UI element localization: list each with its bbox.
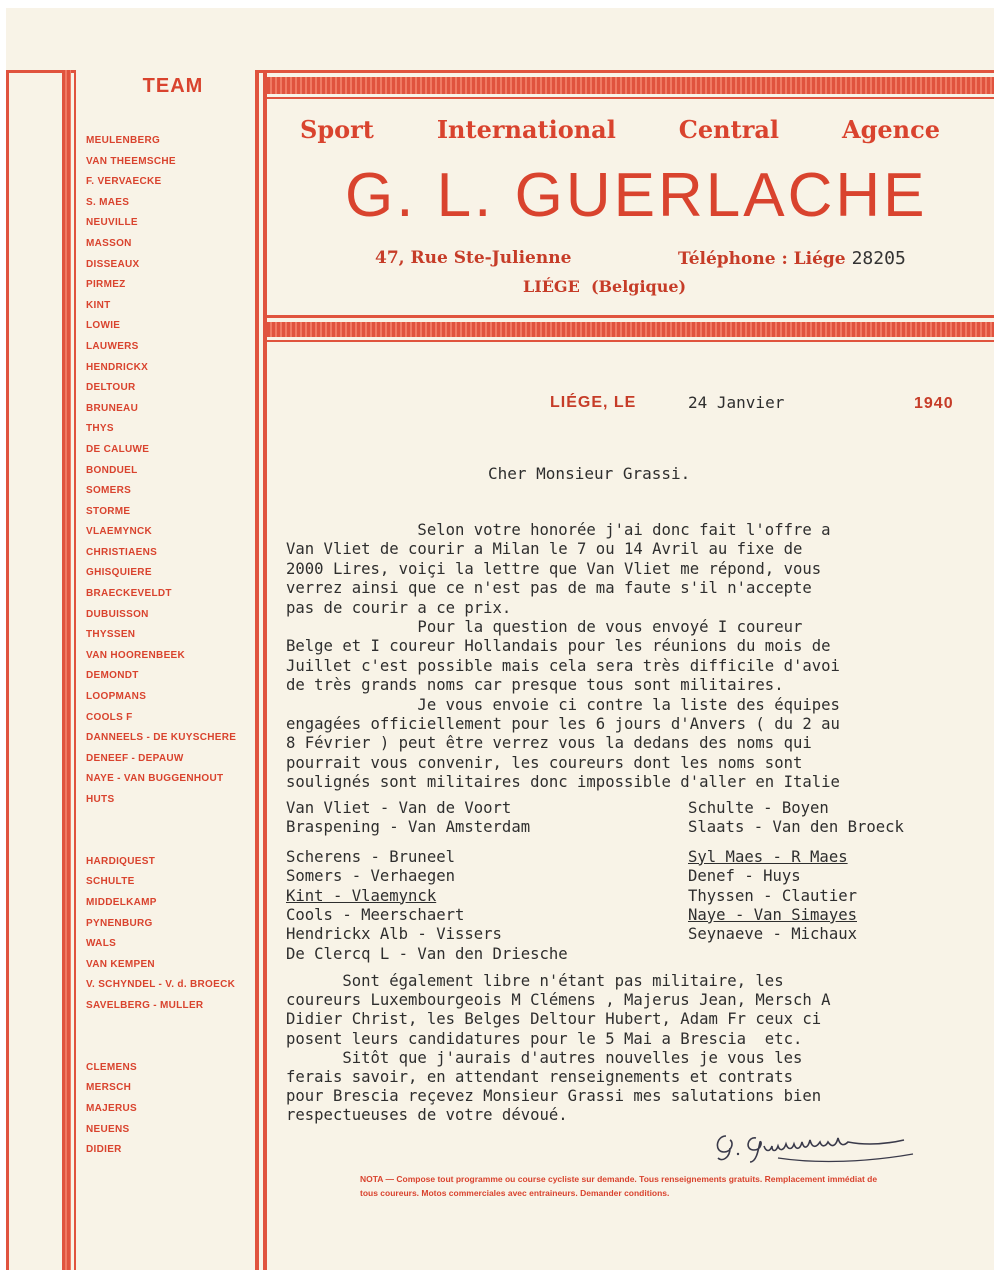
team-rider: NAYE - VAN BUGGENHOUT bbox=[86, 773, 224, 785]
letter-line: pas de courir a ce prix. bbox=[286, 598, 512, 617]
team-rider: F. VERVAECKE bbox=[86, 176, 162, 188]
team-rider: DELTOUR bbox=[86, 382, 136, 394]
sidebar-title: TEAM bbox=[142, 75, 204, 97]
pair-row bbox=[286, 906, 976, 925]
agency-word-central: Central bbox=[678, 115, 779, 144]
rider-pairs bbox=[286, 799, 976, 964]
closing-line: coureurs Luxembourgeois M Clémens , Majerus Jean, Mersch A bbox=[286, 991, 831, 1010]
salutation: Cher Monsieur Grassi. bbox=[488, 464, 691, 483]
team-rider: DE CALUWE bbox=[86, 443, 150, 455]
header-bottom-band bbox=[267, 322, 994, 337]
team-rider: PIRMEZ bbox=[86, 279, 126, 291]
team-rider: CHRISTIAENS bbox=[86, 546, 158, 558]
team-rider: DENEEF - DEPAUW bbox=[86, 752, 184, 764]
team-rider: MASSON bbox=[86, 237, 132, 249]
team-rider: SAVELBERG - MULLER bbox=[86, 999, 204, 1011]
header-bottom-rule-2 bbox=[267, 340, 994, 342]
letter-line: de très grands noms car presque tous sont militaires. bbox=[286, 676, 784, 695]
header-top-band bbox=[267, 77, 994, 94]
telephone bbox=[678, 248, 906, 269]
pair-right: Slaats - Van den Broeck bbox=[688, 818, 904, 837]
team-rider: STORME bbox=[86, 505, 131, 517]
pair-row bbox=[286, 848, 976, 867]
team-rider: LOOPMANS bbox=[86, 691, 147, 703]
agency-word-sport: Sport bbox=[300, 115, 374, 144]
pair-right: Naye - Van Simayes bbox=[688, 905, 857, 924]
team-rider: PYNENBURG bbox=[86, 917, 153, 929]
team-rider: MERSCH bbox=[86, 1082, 132, 1094]
team-rider: VAN HOORENBEEK bbox=[86, 649, 186, 661]
team-rider: SCHULTE bbox=[86, 876, 135, 888]
team-rider: HARDIQUEST bbox=[86, 855, 156, 867]
letter-line: Selon votre honorée j'ai donc fait l'offre a bbox=[286, 521, 831, 539]
team-rider: BONDUEL bbox=[86, 464, 138, 476]
date-year: 1940 bbox=[914, 395, 954, 412]
team-rider: MEULENBERG bbox=[86, 135, 161, 146]
pair-left: Scherens - Bruneel bbox=[286, 847, 455, 866]
city-line bbox=[523, 277, 686, 296]
closing-line: pour Brescia reçevez Monsieur Grassi mes salutations bien bbox=[286, 1087, 822, 1106]
main-vertical-rule-2 bbox=[263, 70, 267, 1270]
closing-line: ferais savoir, en attendant renseignements et contrats bbox=[286, 1068, 793, 1087]
company-name: G. L. GUERLACHE bbox=[345, 161, 928, 230]
team-rider: NEUVILLE bbox=[86, 217, 138, 229]
team-rider: DUBUISSON bbox=[86, 608, 149, 620]
footer-note bbox=[360, 1172, 880, 1200]
team-rider bbox=[86, 831, 236, 852]
pair-left: Cools - Meerschaert bbox=[286, 905, 465, 924]
telephone-label: Téléphone : Liége bbox=[678, 249, 846, 269]
letter-line: Je vous envoie ci contre la liste des équipes bbox=[286, 695, 840, 714]
pair-row bbox=[286, 945, 976, 964]
team-rider: HENDRICKX bbox=[86, 361, 149, 373]
team-rider: CLEMENS bbox=[86, 1061, 137, 1073]
agency-words bbox=[300, 115, 940, 144]
pair-left: Van Vliet - Van de Voort bbox=[286, 799, 512, 817]
left-vertical-rule-outer bbox=[6, 70, 9, 1270]
pair-row bbox=[286, 925, 976, 944]
pair-right: Thyssen - Clautier bbox=[688, 886, 857, 905]
pair-left: Braspening - Van Amsterdam bbox=[286, 818, 531, 837]
team-rider: S. MAES bbox=[86, 196, 130, 208]
team-rider bbox=[86, 811, 236, 832]
pair-row bbox=[286, 887, 976, 906]
letter-body bbox=[286, 521, 986, 793]
letter-line: 2000 Lires, voiçi la lettre que Van Vliet me répond, vous bbox=[286, 559, 822, 578]
city: LIÉGE bbox=[523, 277, 580, 296]
team-rider: KINT bbox=[86, 299, 111, 311]
telephone-number: 28205 bbox=[851, 248, 906, 269]
team-rider: DEMONDT bbox=[86, 670, 139, 682]
team-rider: DISSEAUX bbox=[86, 258, 140, 270]
header-top-rule-2 bbox=[267, 97, 994, 99]
agency-word-agence: Agence bbox=[841, 115, 940, 144]
team-rider: VAN THEEMSCHE bbox=[86, 155, 176, 167]
letter-line: pourrait vous convenir, les coureurs dont les noms sont bbox=[286, 753, 803, 772]
pair-left: Kint - Vlaemynck bbox=[286, 886, 437, 905]
closing-line: Didier Christ, les Belges Deltour Hubert, Adam Fr ceux ci bbox=[286, 1010, 822, 1029]
letter-line: soulignés sont militaires donc impossible d'aller en Italie bbox=[286, 773, 840, 792]
team-rider: COOLS F bbox=[86, 711, 133, 723]
letter-line: Juillet c'est possible mais cela sera très difficile d'avoi bbox=[286, 656, 840, 675]
country: (Belgique) bbox=[590, 277, 687, 296]
team-rider: GHISQUIERE bbox=[86, 567, 152, 579]
date-value: 24 Janvier bbox=[688, 393, 785, 412]
letter-line: Pour la question de vous envoyé I coureur bbox=[286, 618, 803, 637]
team-rider: VAN KEMPEN bbox=[86, 958, 155, 970]
letter-line: verrez ainsi que ce n'est pas de ma faute s'il n'accepte bbox=[286, 579, 812, 598]
pair-left: De Clercq L - Van den Driesche bbox=[286, 944, 568, 963]
nota-label: NOTA bbox=[360, 1174, 384, 1184]
team-rider: LAUWERS bbox=[86, 340, 139, 352]
date-prefix: LIÉGE, LE bbox=[550, 394, 637, 411]
pair-right: Denef - Huys bbox=[688, 867, 801, 886]
closing-line: respectueuses de votre dévoué. bbox=[286, 1106, 568, 1125]
pair-right: Syl Maes - R Maes bbox=[688, 847, 848, 866]
letter-line: Belge et I coureur Hollandais pour les réunions du mois de bbox=[286, 637, 831, 656]
closing-line: Sitôt que j'aurais d'autres nouvelles je vous les bbox=[286, 1048, 803, 1067]
team-rider: THYS bbox=[86, 423, 114, 435]
team-rider: SOMERS bbox=[86, 485, 132, 497]
handwritten-signature bbox=[708, 1118, 918, 1168]
closing-line: posent leurs candidatures pour le 5 Mai a Brescia etc. bbox=[286, 1029, 803, 1048]
letter-line: Van Vliet de courir a Milan le 7 ou 14 Avril au fixe de bbox=[286, 540, 803, 559]
team-rider bbox=[86, 1037, 236, 1058]
address: 47, Rue Ste-Julienne bbox=[375, 248, 572, 268]
pair-right: Schulte - Boyen bbox=[688, 799, 829, 817]
left-vertical-hatch bbox=[62, 70, 71, 1270]
left-vertical-rule bbox=[74, 70, 76, 1270]
header-bottom-rule bbox=[267, 315, 994, 318]
team-rider: MAJERUS bbox=[86, 1102, 137, 1114]
closing-line: Sont également libre n'étant pas militaire, les bbox=[286, 972, 784, 990]
team-rider: DIDIER bbox=[86, 1144, 122, 1156]
team-rider: THYSSEN bbox=[86, 629, 136, 641]
team-rider: BRAECKEVELDT bbox=[86, 588, 172, 600]
team-rider: VLAEMYNCK bbox=[86, 526, 153, 538]
letter-line: 8 Février ) peut être verrez vous la dedans des noms qui bbox=[286, 734, 812, 753]
team-rider: WALS bbox=[86, 938, 117, 950]
pair-row bbox=[286, 818, 976, 837]
main-vertical-rule-1 bbox=[255, 70, 259, 1270]
team-rider: NEUENS bbox=[86, 1123, 130, 1135]
team-rider-list bbox=[86, 131, 236, 1161]
letter-line: engagées officiellement pour les 6 jours d'Anvers ( du 2 au bbox=[286, 715, 840, 734]
letter-closing bbox=[286, 972, 986, 1126]
team-rider: BRUNEAU bbox=[86, 402, 139, 414]
agency-word-international: International bbox=[436, 115, 616, 144]
team-rider: MIDDELKAMP bbox=[86, 896, 157, 908]
pair-left: Somers - Verhaegen bbox=[286, 867, 455, 886]
team-rider: HUTS bbox=[86, 794, 115, 805]
pair-row bbox=[286, 867, 976, 886]
pair-left: Hendrickx Alb - Vissers bbox=[286, 925, 502, 944]
header-top-rule bbox=[259, 70, 994, 73]
team-rider: LOWIE bbox=[86, 320, 121, 332]
team-rider: V. SCHYNDEL - V. d. BROECK bbox=[86, 979, 236, 991]
pair-row bbox=[286, 799, 976, 818]
team-rider: DANNEELS - DE KUYSCHERE bbox=[86, 732, 237, 744]
nota-text: — Compose tout programme ou course cycliste sur demande. Tous renseignements gratuits. Remplacement immédiat de tous coureurs. Motos commerciales avec entraineurs. Demander conditions. bbox=[360, 1174, 878, 1198]
pair-right: Seynaeve - Michaux bbox=[688, 925, 857, 944]
team-rider bbox=[86, 1017, 236, 1038]
